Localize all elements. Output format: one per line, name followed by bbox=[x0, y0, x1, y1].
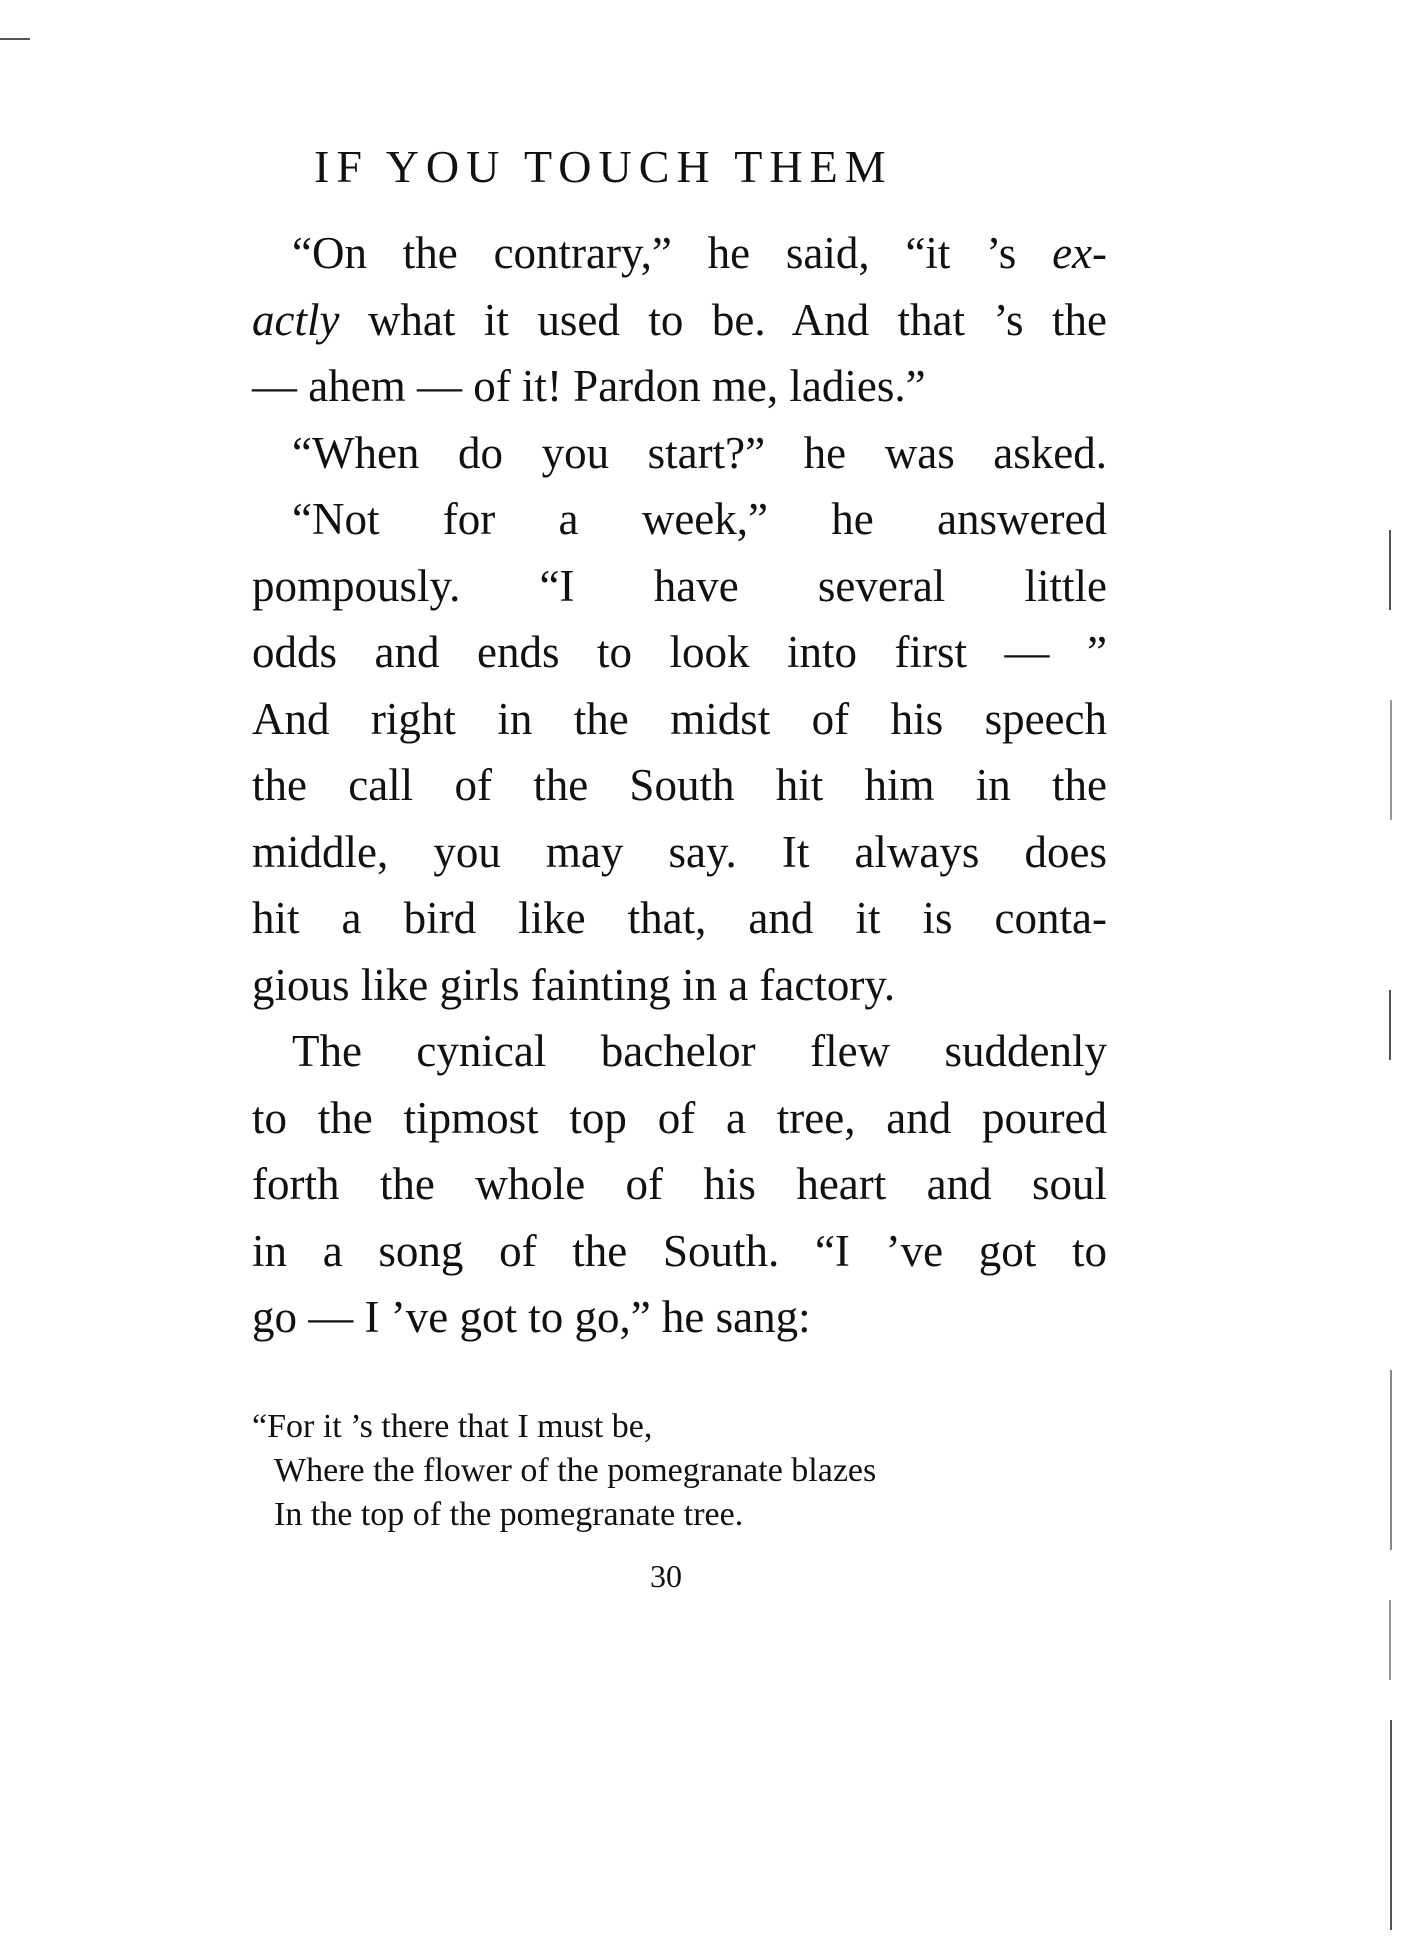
verse-line: Where the flower of the pomegranate blazes bbox=[274, 1452, 877, 1489]
text-line: The cynical bachelor flew suddenly bbox=[292, 1026, 1107, 1076]
text-line: — ahem — of it! Pardon me, ladies.” bbox=[252, 361, 926, 411]
paragraph bbox=[252, 1018, 1107, 1351]
paragraph bbox=[252, 220, 1107, 420]
scan-edge-mark bbox=[1390, 700, 1392, 820]
scan-edge-mark bbox=[1390, 1370, 1392, 1550]
text-line: hit a bird like that, and it is conta- bbox=[252, 893, 1107, 943]
text-line: middle, you may say. It always does bbox=[252, 826, 1107, 877]
page-number: 30 bbox=[650, 1558, 682, 1594]
text-line: to the tipmost top of a tree, and poured bbox=[252, 1092, 1107, 1143]
text-line: “On the contrary,” he said, “it ’s ex- bbox=[292, 228, 1107, 278]
text-line: odds and ends to look into first — ” bbox=[252, 627, 1107, 677]
text-line: And right in the midst of his speech bbox=[252, 693, 1107, 744]
text-line: pompously. “I have several little bbox=[252, 560, 1107, 611]
text-line: forth the whole of his heart and soul bbox=[252, 1159, 1107, 1209]
text-line: “When do you start?” he was asked. bbox=[292, 427, 1107, 478]
text-line: go — I ’ve got to go,” he sang: bbox=[252, 1292, 811, 1342]
running-head: IF YOU TOUCH THEM bbox=[314, 141, 893, 192]
verse-line: In the top of the pomegranate tree. bbox=[274, 1496, 744, 1533]
text-line: “Not for a week,” he answered bbox=[292, 494, 1107, 544]
text-line: actly what it used to be. And that ’s the bbox=[252, 294, 1107, 345]
text-line: gious like girls fainting in a factory. bbox=[252, 959, 896, 1010]
text-line: in a song of the South. “I ’ve got to bbox=[252, 1225, 1107, 1276]
scan-edge-mark bbox=[1389, 990, 1391, 1060]
paragraph bbox=[252, 420, 1107, 487]
scan-edge-mark bbox=[0, 38, 30, 40]
scan-edge-mark bbox=[1389, 1600, 1391, 1680]
verse-line: “For it ’s there that I must be, bbox=[252, 1408, 653, 1445]
scan-edge-mark bbox=[1389, 530, 1391, 610]
body-text bbox=[252, 220, 1107, 1351]
verse-quotation bbox=[252, 1405, 876, 1537]
text-line: the call of the South hit him in the bbox=[252, 760, 1107, 810]
paragraph bbox=[252, 486, 1107, 1018]
scan-edge-mark bbox=[1390, 1720, 1392, 1930]
